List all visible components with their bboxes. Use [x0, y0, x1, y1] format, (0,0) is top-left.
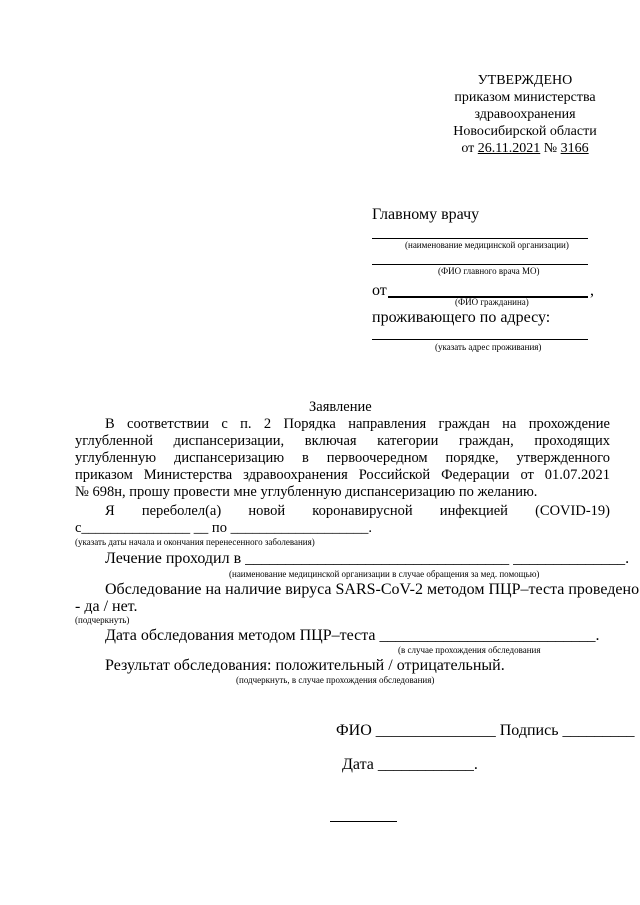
pcr-line2: - да / нет. — [75, 598, 138, 615]
address-line — [372, 339, 588, 340]
addressee-to: Главному врачу — [372, 206, 480, 223]
fio-signature-line: ФИО _______________ Подпись _________ — [336, 722, 635, 739]
pcr-line1: Обследование на наличие вируса SARS-CoV-2 методом ПЦР–теста проведено — [105, 581, 640, 598]
pcr-date-hint: (в случае прохождения обследования — [398, 645, 541, 655]
citizen-hint: (ФИО гражданина) — [455, 297, 529, 307]
covid-dates-hint: (указать даты начала и окончания перенесенного заболевания) — [75, 537, 315, 547]
p1-line1: В соответствии с п. 2 Порядка направления граждан на прохождение — [105, 416, 610, 432]
approval-region: Новосибирской области — [453, 124, 597, 139]
covid-line1: Я переболел(а) новой коронавирусной инфекцией (COVID-19) — [105, 503, 610, 519]
underline-hint: (подчеркнуть) — [75, 615, 130, 625]
approval-block — [440, 72, 610, 157]
chief-hint: (ФИО главного врача МО) — [438, 266, 540, 276]
bottom-divider — [330, 821, 397, 822]
from-comma: , — [590, 282, 594, 299]
p1-line4: приказом Министерства здравоохранения Российской Федерации от 01.07.2021 — [75, 467, 610, 483]
approval-title: УТВЕРЖДЕНО — [477, 73, 573, 88]
approval-ministry: здравоохранения — [474, 107, 576, 122]
approval-order: приказом министерства — [454, 90, 596, 105]
result-line: Результат обследования: положительный / отрицательный. — [105, 657, 505, 674]
residing-label: проживающего по адресу: — [372, 309, 551, 326]
treatment-hint: (наименование медицинской организации в случае обращения за мед. помощью) — [229, 569, 540, 579]
chief-line — [372, 264, 588, 265]
result-hint: (подчеркнуть, в случае прохождения обследования) — [236, 675, 435, 685]
pcr-date-line: Дата обследования методом ПЦР–теста ___________________________. — [105, 627, 600, 644]
page-title: Заявление — [309, 399, 372, 415]
p1-line3: углубленную диспансеризацию в первоочередном порядке, утвержденного — [75, 450, 610, 466]
treatment-line: Лечение проходил в _________________________________ ______________. — [105, 550, 630, 567]
approval-date-number: от 26.11.2021 № 3166 — [461, 141, 589, 156]
approval-number: 3166 — [560, 141, 589, 156]
org-line — [372, 238, 588, 239]
org-hint: (наименование медицинской организации) — [405, 240, 569, 250]
p1-line2: углубленной диспансеризации, включая категории граждан, проходящих — [75, 433, 610, 449]
from-label: от — [372, 282, 387, 299]
covid-dates: с_______________ __ по ___________________. — [75, 520, 372, 536]
approval-date: 26.11.2021 — [477, 141, 541, 156]
address-hint: (указать адрес проживания) — [435, 342, 542, 352]
p1-line5: № 698н, прошу провести мне углубленную диспансеризацию по желанию. — [75, 484, 538, 500]
date-line: Дата ____________. — [342, 756, 478, 773]
